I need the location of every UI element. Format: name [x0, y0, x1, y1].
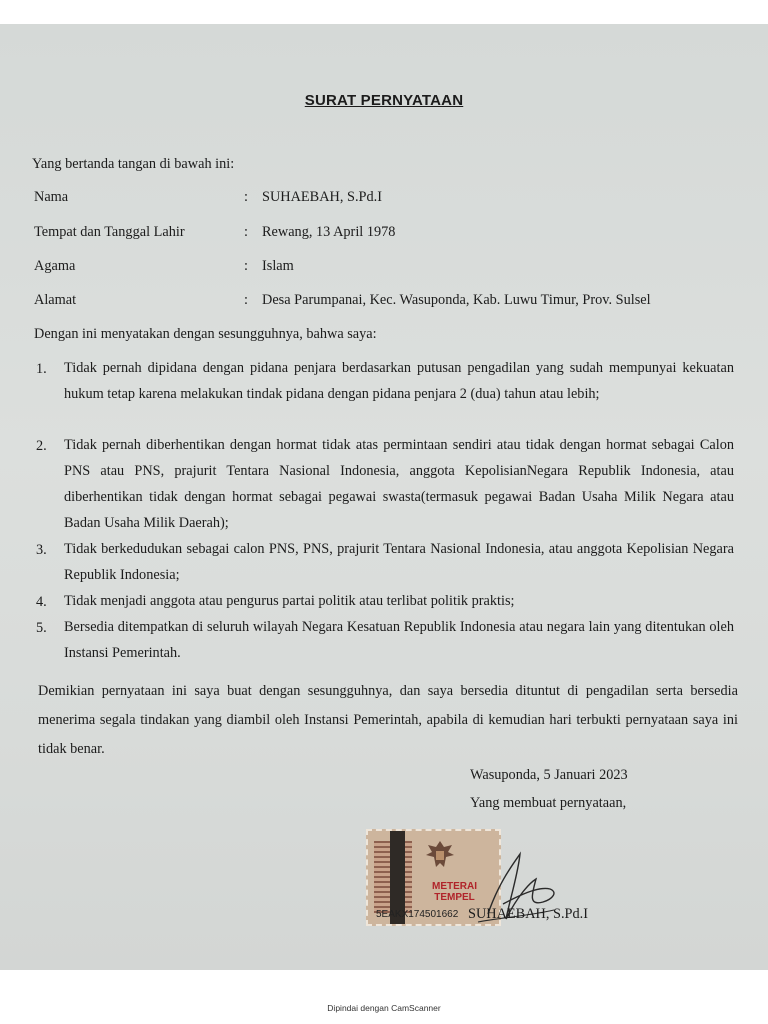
field-value-alamat: Desa Parumpanai, Kec. Wasuponda, Kab. Luwu Timur, Prov. Sulsel — [262, 292, 651, 308]
list-item-number: 1. — [36, 361, 47, 377]
field-label-alamat: Alamat — [34, 292, 77, 308]
signer-role: Yang membuat pernyataan, — [470, 795, 627, 811]
list-item-text: Tidak menjadi anggota atau pengurus partai politik atau terlibat politik praktis; — [64, 593, 515, 609]
scanner-footer: Dipindai dengan CamScanner — [327, 1003, 441, 1013]
list-item-text: Bersedia ditempatkan di seluruh wilayah Negara Kesatuan Republik Indonesia atau negara lain yang ditentukan oleh Instansi Pemerintah. — [64, 619, 734, 661]
statement-intro: Dengan ini menyatakan dengan sesungguhnya, bahwa saya: — [34, 326, 377, 342]
field-value-nama: SUHAEBAH, S.Pd.I — [262, 189, 382, 205]
list-item-text: Tidak berkedudukan sebagai calon PNS, PNS, prajurit Tentara Nasional Indonesia, atau anggota Kepolisian Negara Republik Indonesia; — [64, 541, 734, 583]
field-label-nama: Nama — [34, 189, 69, 205]
field-colon: : — [244, 189, 248, 205]
field-colon: : — [244, 258, 248, 274]
place-date: Wasuponda, 5 Januari 2023 — [470, 767, 628, 783]
closing-paragraph: Demikian pernyataan ini saya buat dengan sesungguhnya, dan saya bersedia dituntut di pengadilan serta bersedia menerima segala tindakan yang diambil oleh Instansi Pemerintah, apabila di kemudian hari terbukti pernyataan saya ini tidak benar. — [38, 683, 738, 757]
field-label-ttl: Tempat dan Tanggal Lahir — [34, 224, 185, 240]
stamp-label-line-1: METERAI — [432, 881, 477, 892]
stamp-serial: 5EAKX174501662 — [376, 909, 459, 920]
field-value-agama: Islam — [262, 258, 294, 274]
list-item-number: 4. — [36, 594, 47, 610]
field-value-ttl: Rewang, 13 April 1978 — [262, 224, 396, 240]
document-page — [0, 24, 768, 970]
list-item-number: 2. — [36, 438, 47, 454]
garuda-emblem-icon — [422, 837, 458, 873]
list-item-number: 3. — [36, 542, 47, 558]
stamp-label-line-2: TEMPEL — [434, 892, 475, 903]
field-label-agama: Agama — [34, 258, 76, 274]
list-item-text: Tidak pernah diberhentikan dengan hormat tidak atas permintaan sendiri atau tidak dengan hormat sebagai Calon PNS atau PNS, prajurit Tentara Nasional Indonesia, anggota KepolisianNegara Republik Indonesia, atau diberhentikan tidak dengan hormat sebagai pegawai swasta(termasuk pegawai Badan Usaha Milik Negara atau Badan Usaha Milik Daerah); — [64, 437, 734, 531]
intro-text: Yang bertanda tangan di bawah ini: — [32, 156, 235, 172]
list-item-number: 5. — [36, 620, 47, 636]
document-title: SURAT PERNYATAAN — [304, 92, 464, 109]
list-item-text: Tidak pernah dipidana dengan pidana penjara berdasarkan putusan pengadilan yang sudah mempunyai kekuatan hukum tetap karena melakukan tindak pidana dengan pidana penjara 2 (dua) tahun atau lebih; — [64, 360, 734, 402]
field-colon: : — [244, 292, 248, 308]
signer-name: SUHAEBAH, S.Pd.I — [468, 906, 588, 922]
field-colon: : — [244, 224, 248, 240]
